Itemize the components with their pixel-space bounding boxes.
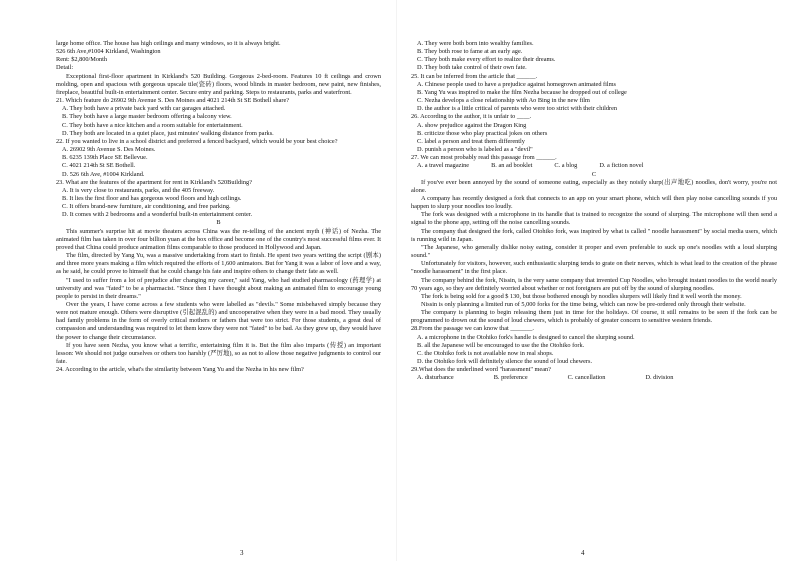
right-text-block-b <box>411 171 777 375</box>
answer-option: C. They both make every effort to realize their dreams. <box>417 56 556 64</box>
answer-option: A. 26902 9th Avenue S. Des Moines. <box>62 146 156 154</box>
answer-option: D. a fiction novel <box>599 162 644 170</box>
paragraph: Exceptional first-floor apartment in Kirkland's 520 Building. Gorgeous 2-bed-room. Features 10 ft ceilings and crown molding, open and spacious with gorgeous upscale tile(瓷砖) floors, wood blinds in master bedroom, new paint, new finishes, fireplace, beautiful built-in entertainment center. Secure entry and parking. Steps to restaurants, parks and waterfront. <box>56 72 381 96</box>
paragraph: The fork was designed with a microphone in its handle that is trained to recognize the sound of slurping. The microphone will then send a signal to the phone app, setting off the noise cancelling sounds. <box>411 211 777 227</box>
answer-option: D. punish a person who is labeled as a "devil" <box>417 146 533 154</box>
answer-option: D. division <box>645 374 674 382</box>
answer-option: B. They both have a large master bedroom offering a balcony view. <box>62 113 232 121</box>
paragraph: Over the years, I have come across a few students who were labelled as "devils." Some misbehaved simply because they were not mature enough. Others were disruptive (引起混乱的) and uncooperative when they were in a bad mood. They usually had family problems in the form of overly critical mothers or fathers that were too strict. For those students, a great deal of compassion and understanding was required to let them know they were not "fated" to be bad. As they grew up, they would have the power to change their circumstance. <box>56 301 381 341</box>
page-number-left: 3 <box>240 549 244 557</box>
answer-option: A. show prejudice against the Dragon King <box>417 121 527 129</box>
answer-option: D. the author is a little critical of parents who were too strict with their children <box>417 105 618 113</box>
right-text-block-a <box>411 40 777 162</box>
paragraph: "The Japanese, who generally dislike noisy eating, consider it proper and even preferable to suck up one's noodles with a loud slurping sound." <box>411 243 777 260</box>
answer-option: C. the Otohiko fork is not available now in real shops. <box>417 349 554 357</box>
answer-option: A. It is very close to restaurants, parks, and the 405 freeway. <box>62 186 215 194</box>
text-line: 25. It can be inferred from the article that ______. <box>411 72 538 80</box>
answer-option: A. Chinese people used to have a prejudice against homegrown animated films <box>417 80 616 88</box>
answer-option: B. criticize those who play practical jokes on others <box>417 129 548 137</box>
text-line: 29.What does the underlined word "harassment" mean? <box>411 366 551 374</box>
paragraph: The film, directed by Yang Yu, was a massive undertaking from start to finish. He spent two years writing the script (剧本) and three more years making a film which required the efforts of 1,600 animators. But for Yang it was a labor of love and a way, as he said, he could prove to himself that he could change his fate and inspire others to change their fate as well. <box>56 252 381 276</box>
paragraph: If you have seen Nezha, you know what a terrific, entertaining film it is. But the film also imparts (传授) an important lesson: We should not judge ourselves or others too harshly (严厉地), so as not to allow those negative judgments to control our fate. <box>56 341 381 366</box>
answer-option: B. They both rose to fame at an early age. <box>417 48 523 56</box>
answer-option: A. They both have a private back yard with car garages attached. <box>62 105 226 113</box>
answer-option: D. They both take control of their own fate. <box>417 64 527 72</box>
paragraph: Nissin is only planning a limited run of 5,000 forks for the time being, which can now be pre-ordered only through their website. <box>421 301 746 308</box>
answer-option: C. They both have a nice kitchen and a room suitable for entertainment. <box>62 121 243 129</box>
answer-option: C. Nezha develops a close relationship with Ao Bing in the new film <box>417 97 590 105</box>
answer-option: A. They were both born into wealthy families. <box>417 40 534 47</box>
answer-option: D. the Otohiko fork will definitely silence the sound of loud chewers. <box>417 358 593 366</box>
paragraph: "I used to suffer from a lot of prejudice after changing my career," said Yang, who had studied pharmacology (药理学) at university and was "fated" to be a pharmacist. "Since then I have thought about making an animated film to encourage young people to persist in their dreams." <box>56 276 381 300</box>
answer-option: A. a travel magazine <box>417 162 470 170</box>
answer-option: B. Yang Yu was inspired to make the film Nezha because he dropped out of college <box>417 88 627 96</box>
paragraph: The company that designed the fork, called Otohiko fork, was inspired by what is called " noodle harassment" by social media users, which is running wild in Japan. <box>411 227 777 243</box>
answer-option: B. preference <box>493 374 528 382</box>
answer-option: A. a microphone in the Otohiko fork's handle is designed to cancel the slurping sound. <box>417 333 635 341</box>
answer-option: B. all the Japanese will be encouraged to use the the Otohiko fork. <box>417 341 585 349</box>
text-line: large home office. The house has high ceilings and many windows, so it is always bright. <box>56 40 281 47</box>
answer-option: B. It lies the first floor and has gorgeous wood floors and high ceilings. <box>62 194 242 202</box>
text-line: 28.From the passage we can know that _______. <box>411 325 534 333</box>
answer-option: C. label a person and treat them differently <box>417 137 525 145</box>
answer-option: B. 6235 139th Place SE Bellevue. <box>62 154 148 162</box>
paragraph: A company has recently designed a fork that connects to an app on your smart phone, which will then play noise cancelling sounds if you happen to slurp your noodles too loudly. <box>411 194 777 211</box>
paragraph: The company behind the fork, Nissin, is the very same company that invented Cup Noodles, who brought instant noodles to the world nearly 70 years ago, so they are definitely worried about whether or not foreigners are put off by the sound of slurping noodles. <box>411 276 777 292</box>
right-text-column <box>411 40 777 383</box>
answer-option: D. They both are located in a quiet place, just minutes' walking distance from parks. <box>62 129 274 137</box>
text-line: 24. According to the article, what's the similarity between Yang Yu and the Nezha in his new film? <box>56 366 304 374</box>
text-line: 27. We can most probably read this passage from ______. <box>411 154 557 162</box>
answer-option: C. cancellation <box>567 374 606 382</box>
left-text-column <box>56 40 381 374</box>
text-line: 23. What are the features of the apartment for rent in Kirkland's 520Building? <box>56 178 252 186</box>
right-page <box>397 0 794 561</box>
answer-option: B. an ad booklet <box>491 162 533 170</box>
text-line: Detail: <box>56 64 74 72</box>
answer-option: D. 526 6th Ave, #1004 Kirkland. <box>62 170 145 178</box>
page-number-right: 4 <box>581 549 585 557</box>
paragraph: Unfortunately for visitors, however, such enthusiastic slurping tends to grate on their nerves, which is what lead to the creation of the phrase "noodle harassment" in the first place. <box>411 260 777 276</box>
answer-option: C. It offers brand-new furniture, air conditioning, and free parking. <box>62 203 231 211</box>
text-line: 21. Which feature do 26902 9th Avenue S. Des Moines and 4021 214th St SE Bothell share? <box>56 97 290 105</box>
paragraph: This summer's surprise hit at movie theaters across China was the re-telling of the ancient myth (神话) of Nezha. The animated film has taken in over four billion yuan at the box office and become one of the country's most successful films ever. It proved that China could produce animation films comparable to those produced in Hollywood and Japan. <box>56 227 381 251</box>
text-line: 26. According to the author, it is unfair to ____. <box>411 113 532 121</box>
paragraph: The company is planning to begin releasing them just in time for the holidays. Of course, it still remains to be seen if the fork can be programmed to drown out the sound of loud chewers, which is probably of greater concern to sensitive western friends. <box>411 309 777 325</box>
section-heading: B <box>216 219 221 227</box>
q27-options <box>411 162 777 170</box>
answer-option: D. It comes with 2 bedrooms and a wonderful built-in entertainment center. <box>62 211 253 219</box>
answer-option: A. disturbance <box>417 374 454 382</box>
paragraph: The fork is being sold for a good $ 130, but those bothered enough by noodles slurpers will likely find it well worth the money. <box>421 292 742 300</box>
answer-option: C. a blog <box>554 162 578 170</box>
section-heading: C <box>591 170 597 178</box>
answer-option: C. 4021 214th St SE Bothell. <box>62 162 136 170</box>
text-line: 22. If you wanted to live in a school district and preferred a fenced backyard, which would be your best choice? <box>56 137 338 145</box>
text-line: Rent: $2,800/Month <box>56 56 108 64</box>
text-line: 526 6th Ave,#1004 Kirkland, Washington <box>56 48 161 56</box>
paragraph: If you've ever been annoyed by the sound of someone eating, especially as they noisily slurp(出声地吃) noodles, don't worry, you're not alone. <box>411 178 777 194</box>
q29-options <box>411 374 777 382</box>
